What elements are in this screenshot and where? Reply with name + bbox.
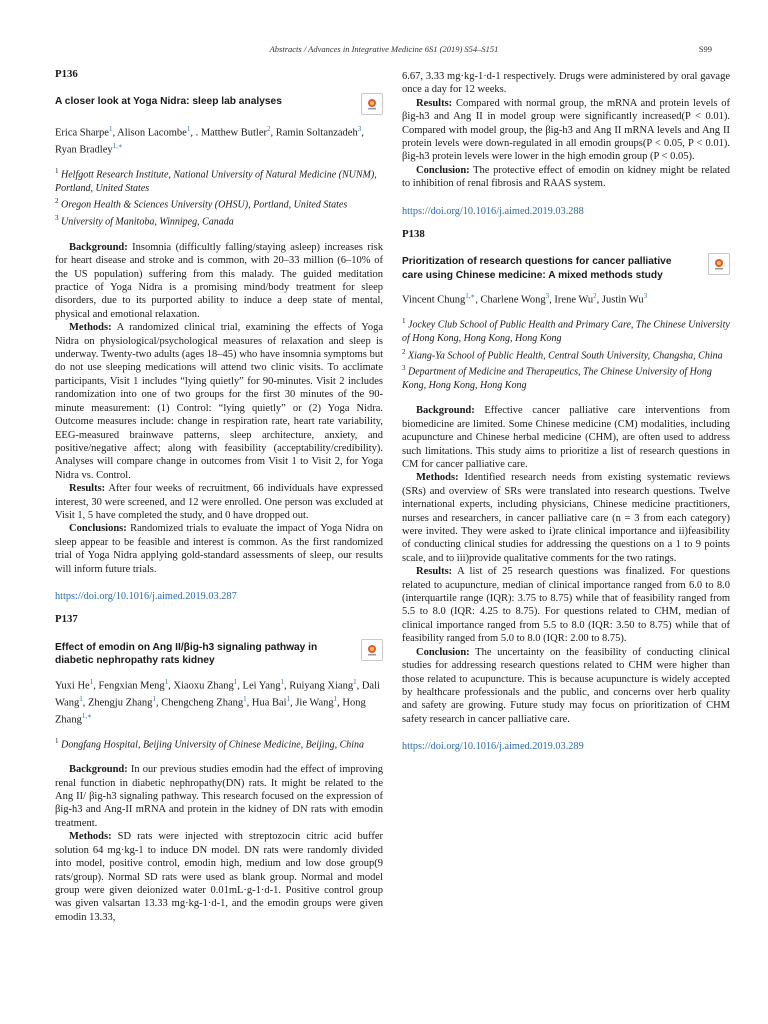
author-affiliation-marker[interactable]: 1,∗ bbox=[465, 292, 476, 301]
conclusion-label: Conclusion: bbox=[416, 164, 470, 176]
check-for-updates-icon[interactable] bbox=[708, 253, 730, 275]
abstract-p136 bbox=[55, 68, 383, 603]
author-affiliation-marker[interactable]: 1 bbox=[164, 677, 169, 686]
background-label: Background: bbox=[69, 241, 128, 253]
author-name: Xiaoxu Zhang bbox=[173, 680, 234, 692]
affiliation bbox=[55, 195, 383, 212]
author-name: Ryan Bradley bbox=[55, 144, 113, 156]
author-name: Hong Zhang bbox=[55, 697, 366, 726]
author-name: Irene Wu bbox=[554, 294, 594, 306]
author-name: Vincent Chung bbox=[402, 294, 466, 306]
running-header bbox=[0, 44, 768, 58]
author-name: . Matthew Butler bbox=[195, 127, 268, 139]
author-separator: , bbox=[237, 680, 243, 692]
author-separator: , bbox=[112, 127, 118, 139]
author-affiliation-marker[interactable]: 1 bbox=[286, 694, 291, 703]
author-separator: , bbox=[246, 697, 252, 709]
check-for-updates-icon[interactable] bbox=[361, 639, 383, 661]
author-separator: , bbox=[596, 294, 602, 306]
author-separator: , bbox=[168, 680, 174, 692]
author-affiliation-marker[interactable]: 3 bbox=[357, 125, 362, 134]
author-affiliation-marker[interactable]: 2 bbox=[267, 125, 271, 134]
author-separator: , bbox=[82, 697, 88, 709]
results-label: Results: bbox=[416, 97, 453, 109]
affiliation-marker: 2 bbox=[402, 347, 406, 356]
author-affiliation-marker[interactable]: 1 bbox=[353, 677, 357, 686]
affiliation-marker: 1 bbox=[55, 167, 59, 176]
author-affiliation-marker[interactable]: 1 bbox=[79, 694, 83, 703]
author-separator: , bbox=[356, 680, 362, 692]
conclusion-paragraph: Conclusion: The uncertainty on the feasibility of conducting clinical studies for addressing research questions related to CHM were higher than those related to acupuncture. This is because acupuncture is widely accepted by healthcare professionals and the public, and concerns over herb quality and safety are growing. Future study may focus on prioritization of CHM safety research in cancer palliative care. bbox=[402, 646, 730, 725]
author-separator: , bbox=[270, 127, 276, 139]
author-name: Alison Lacombe bbox=[117, 127, 187, 139]
background-label: Background: bbox=[416, 405, 475, 417]
right-column bbox=[402, 70, 730, 764]
affiliation bbox=[55, 165, 383, 195]
author-name: Charlene Wong bbox=[480, 294, 546, 306]
conclusion-paragraph: Conclusion: The protective effect of emodin on kidney might be related to inhibition of renal fibrosis and RAAS system. bbox=[402, 164, 730, 190]
affiliation-text: Jockey Club School of Public Health and Primary Care, The Chinese University of Hong Kong, Hong Kong, Hong Kong bbox=[402, 319, 730, 345]
author-affiliation-marker[interactable]: 1 bbox=[280, 677, 284, 686]
results-label: Results: bbox=[69, 483, 106, 495]
author-affiliation-marker[interactable]: 1 bbox=[233, 677, 238, 686]
affiliation-list bbox=[402, 315, 730, 392]
author-affiliation-marker[interactable]: 3 bbox=[545, 292, 550, 301]
author-separator: , bbox=[361, 127, 364, 139]
author-affiliation-marker[interactable]: 3 bbox=[643, 292, 648, 301]
affiliation-text: Xiang-Ya School of Public Health, Central South University, Changsha, China bbox=[405, 349, 723, 361]
author-separator: , bbox=[283, 680, 290, 692]
author-name: Zhengju Zhang bbox=[87, 697, 153, 709]
author-name: Jie Wang bbox=[295, 697, 334, 709]
affiliation-marker: 2 bbox=[55, 197, 59, 206]
author-separator: , bbox=[290, 697, 296, 709]
author-list bbox=[402, 290, 730, 307]
affiliation-marker: 1 bbox=[402, 317, 406, 326]
abstract-p137-continued bbox=[402, 70, 730, 218]
author-affiliation-marker[interactable]: 1 bbox=[108, 125, 113, 134]
affiliation bbox=[55, 212, 383, 229]
author-name: Dali Wang bbox=[55, 680, 380, 709]
author-separator: , bbox=[549, 294, 555, 306]
author-name: Erica Sharpe bbox=[55, 127, 109, 139]
author-affiliation-marker[interactable]: 1 bbox=[152, 694, 156, 703]
author-name: Ramin Soltanzadeh bbox=[275, 127, 358, 139]
methods-label: Methods: bbox=[69, 322, 112, 334]
abstract-title: Prioritization of research questions for cancer palliative care using Chinese medicine: A mixed methods study bbox=[402, 256, 672, 281]
results-paragraph: Results: A list of 25 research questions was finalized. For questions related to acupuncture, median of clinical importance ranged from 6.0 to 8.0 (interquartile range (IQR): 3.75 to 8.75) while that of feasibility ranged from 5.5 to 8.0 (IQR: 4.25 to 8.75). For questions related to CHM, median of clinical importance ranged from 5.5 to 8.0 (IQR: 3.50 to 8.75) while that of feasibility ranged from 5.0 to 8.0 (IQR: 2.00 to 8.75). bbox=[402, 566, 731, 645]
title-row bbox=[55, 95, 383, 115]
abstract-title: Effect of emodin on Ang II/βig-h3 signaling pathway in diabetic nephropathy rats kidney bbox=[55, 641, 318, 667]
conclusions-paragraph: Conclusions: Randomized trials to evaluate the impact of Yoga Nidra on sleep appear to be feasible and interest is common. As the first randomized trial of Yoga Nidra applying gold-standard assessments of sleep, our results will inform future trials. bbox=[55, 523, 383, 575]
author-separator: , bbox=[190, 127, 196, 139]
results-label: Results: bbox=[416, 566, 453, 578]
author-separator: , bbox=[475, 294, 481, 306]
affiliation-text: Helfgott Research Institute, National University of Natural Medicine (NUNM), Portland, United States bbox=[55, 169, 377, 194]
title-row bbox=[55, 641, 383, 668]
author-affiliation-marker[interactable]: 1,∗ bbox=[112, 142, 123, 151]
results-paragraph: Results: After four weeks of recruitment, 66 individuals have expressed interest, 30 were screened, and 12 were enrolled. One person was excluded at Visit 1, 5 have completed the study, and 0 have dropped out. bbox=[55, 483, 384, 521]
author-affiliation-marker[interactable]: 1 bbox=[333, 694, 338, 703]
affiliation bbox=[402, 315, 730, 345]
background-paragraph: Background: In our previous studies emodin had the effect of improving renal function in diabetic nephropathy(DN) rats. It might be related to the Ang II/ βig-h3 signaling pathway. This research focused on the expression of βig-h3 and Ang-II mRNA and protein in the kidney of DN rats with emodin treatment. bbox=[55, 764, 383, 829]
author-affiliation-marker[interactable]: 1 bbox=[89, 677, 94, 686]
affiliation-text: Oregon Health & Sciences University (OHSU), Portland, United States bbox=[58, 199, 348, 211]
author-name: Lei Yang bbox=[242, 680, 281, 692]
affiliation-marker: 1 bbox=[55, 736, 59, 745]
abstract-id: P137 bbox=[55, 613, 78, 626]
affiliation-text: Department of Medicine and Therapeutics, The Chinese University of Hong Kong, Hong Kong, Hong Kong bbox=[402, 366, 712, 391]
affiliation bbox=[402, 346, 730, 363]
author-separator: , bbox=[93, 680, 99, 692]
author-affiliation-marker[interactable]: 1 bbox=[243, 694, 247, 703]
conclusion-label: Conclusion: bbox=[416, 646, 470, 658]
affiliation bbox=[55, 735, 383, 752]
background-label: Background: bbox=[69, 764, 128, 776]
author-list bbox=[55, 676, 383, 727]
author-separator: , bbox=[337, 697, 343, 709]
abstract-p138 bbox=[402, 228, 730, 753]
affiliation-text: University of Manitoba, Winnipeg, Canada bbox=[58, 216, 234, 228]
author-affiliation-marker[interactable]: 2 bbox=[593, 292, 597, 301]
doi-link[interactable]: https://doi.org/10.1016/j.aimed.2019.03.288 bbox=[402, 205, 584, 217]
author-separator: , bbox=[155, 697, 162, 709]
affiliation-list bbox=[55, 735, 383, 752]
methods-label: Methods: bbox=[416, 472, 459, 484]
title-row bbox=[402, 255, 730, 282]
background-paragraph: Background: Insomnia (difficultly falling/staying asleep) increases risk for heart disease and stroke and is common, with 20–33 million (6–10% of the US population) suffering from this malady. The guided meditation practice of Yoga Nidra is a promising mind/body treatment for sleep disorders, due to its purported ability to induce a deep state of mental, physical and emotional relaxation. bbox=[55, 241, 383, 320]
author-name: Yuxi He bbox=[55, 680, 90, 692]
methods-paragraph: Methods: Identified research needs from existing systematic reviews (SRs) and overview of SRs were translated into research questions. Twelve international experts, including physicians, Chinese medicine practitioners, nurses and researchers, in cancer palliative care (n = 3 from each category) were invited. They were asked to i)rate clinical importance and ii)feasibility of conducting clinical studies for addressing the questions on a 1 to 9 points scale, and to iii)provide qualitative comments for the two ratings. bbox=[402, 472, 730, 564]
author-name: Ruiyang Xiang bbox=[289, 680, 354, 692]
affiliation-marker: 3 bbox=[55, 214, 59, 223]
abstract-title: A closer look at Yoga Nidra: sleep lab analyses bbox=[55, 96, 282, 108]
results-paragraph: Results: Compared with normal group, the mRNA and protein levels of βig-h3 and Ang II in model group were significantly increased(P < 0.01). Compared with model group, the βig-h3 and Ang II mRNA levels and Ang II protein levels were down-regulated in all emodin groups(P < 0.05, P < 0.01). βig-h3 protein levels were lower in the high emodin group (P < 0.05). bbox=[402, 97, 731, 163]
author-affiliation-marker[interactable]: 1,∗ bbox=[81, 711, 92, 720]
author-name: Justin Wu bbox=[601, 294, 644, 306]
abstract-p137 bbox=[55, 613, 383, 924]
author-list bbox=[55, 123, 383, 157]
author-affiliation-marker[interactable]: 1 bbox=[186, 125, 191, 134]
journal-citation: Abstracts / Advances in Integrative Medicine 6S1 (2019) S54–S151 bbox=[269, 44, 499, 54]
page-number: S99 bbox=[698, 44, 712, 54]
doi-link[interactable]: https://doi.org/10.1016/j.aimed.2019.03.289 bbox=[402, 741, 584, 753]
background-paragraph: Background: Effective cancer palliative care interventions from biomedicine are limited. Some Chinese medicine (CM) modalities, including acupuncture and Chinese herbal medicine (CHM), are often used to address such limitations. This study aims to prioritize a list of research questions in CM for cancer palliative care. bbox=[402, 405, 731, 471]
methods-label: Methods: bbox=[69, 831, 112, 843]
author-name: Fengxian Meng bbox=[98, 680, 165, 692]
affiliation-marker: 3 bbox=[402, 364, 406, 373]
abstract-id: P136 bbox=[55, 68, 78, 80]
methods-paragraph: Methods: A randomized clinical trial, examining the effects of Yoga Nidra on physiological/psychological measures of relaxation and sleep is underway. Twenty-two adults (ages 18–45) who have insomnia symptoms but do not use sleeping medications will attend two clinic visits. To acclimate participants, Visit 1 includes “lying quietly” for 90-minutes. Visit 2 includes randomization into one of two groups for the first 30 minutes of the 90-minute measurement: (1) Control: “lying quietly” or (2) Yoga Nidra. Outcome measures include: change in respiration rate, heart rate variability, EEG-measured brainwave patterns, sleep architecture, anxiety, and positive/negative affect; along with feasibility (acceptability/credibility). Analyses will compare change in outcomes from Visit 1 to Visit 2, for Yoga Nidra vs. Control. bbox=[55, 322, 383, 481]
doi-link[interactable]: https://doi.org/10.1016/j.aimed.2019.03.287 bbox=[55, 590, 237, 602]
abstract-id: P138 bbox=[402, 228, 425, 241]
methods-paragraph: Methods: SD rats were injected with streptozocin citric acid buffer solution 64 mg·kg-1 to induce DN model. DN rats were randomly divided into model, positive control, emodin high, medium and low dose group(9 rats/group). Normal SD rats were used as blank group. Normal and model group were given deionized water 0.01mL·g-1·d-1. Positive control group was given valsartan 13.33 mg·kg-1·d-1, and the emodin groups were given emodin 13.33, bbox=[55, 831, 383, 923]
methods-continued-paragraph: 6.67, 3.33 mg·kg-1·d-1 respectively. Drugs were administered by oral gavage once a day for 12 weeks. bbox=[402, 71, 730, 96]
author-name: Hua Bai bbox=[251, 697, 287, 709]
affiliation-text: Dongfang Hospital, Beijing University of Chinese Medicine, Beijing, China bbox=[58, 738, 365, 750]
affiliation-list bbox=[55, 165, 383, 229]
affiliation bbox=[402, 362, 730, 392]
conclusions-label: Conclusions: bbox=[69, 523, 127, 535]
left-column bbox=[55, 68, 383, 924]
author-name: Chengcheng Zhang bbox=[161, 697, 244, 709]
check-for-updates-icon[interactable] bbox=[361, 93, 383, 115]
